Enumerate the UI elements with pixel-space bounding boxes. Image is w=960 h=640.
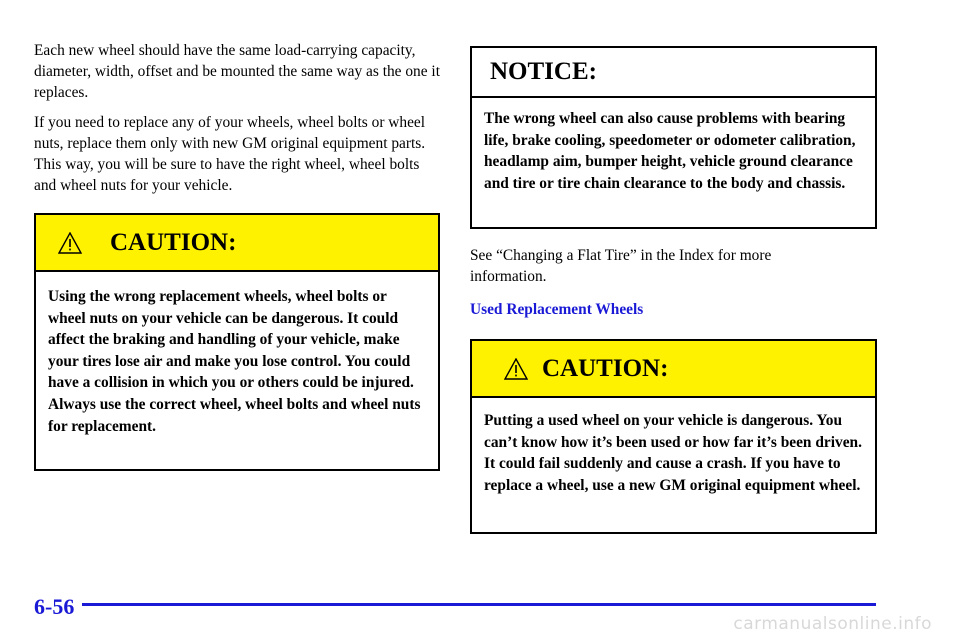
notice-header [472, 48, 875, 98]
notice-box [470, 46, 877, 229]
subheading-used-wheels: Used Replacement Wheels [470, 301, 644, 318]
caution-box-used-wheels [470, 339, 877, 534]
left-column [34, 40, 440, 471]
caution-header [36, 215, 438, 272]
warning-triangle-icon [504, 358, 528, 380]
right-column [470, 46, 877, 534]
paragraph-wheel-specs: Each new wheel should have the same load-carrying capacity, diameter, width, offset and be mounted the same way as the one it replaces. [34, 42, 440, 101]
warning-triangle-icon [58, 232, 82, 254]
watermark: carmanualsonline.info [733, 614, 932, 634]
caution-header-used [472, 341, 875, 398]
footer-rule [82, 603, 876, 606]
caution-title: CAUTION: [110, 228, 237, 256]
caution-box-wrong-wheels [34, 213, 440, 471]
caution-title-used: CAUTION: [542, 354, 669, 382]
caution-body: Using the wrong replacement wheels, wheel bolts or wheel nuts on your vehicle can be dangerous. It could affect the braking and handling of your vehicle, make your tires lose air and make you lose control. You could have a collision in which you or others could be injured. Always use the correct wheel, wheel bolts and wheel nuts for replacement. [48, 288, 421, 435]
paragraph-see-index: See “Changing a Flat Tire” in the Index for more information. [470, 247, 772, 285]
caution-body-used: Putting a used wheel on your vehicle is dangerous. You can’t know how it’s been used or how far it’s been driven. It could fail suddenly and cause a crash. If you have to replace a wheel, use a new GM original equipment wheel. [484, 412, 862, 494]
notice-body: The wrong wheel can also cause problems with bearing life, brake cooling, speedometer or odometer calibration, headlamp aim, bumper height, vehicle ground clearance and tire or tire chain clearance to the body and chassis. [484, 110, 856, 192]
page-number: 6-56 [34, 594, 75, 619]
notice-title: NOTICE: [490, 58, 597, 85]
paragraph-replace-parts: If you need to replace any of your wheels, wheel bolts or wheel nuts, replace them only with new GM original equipment parts. This way, you will be sure to have the right wheel, wheel bolts and wheel nuts for your vehicle. [34, 114, 426, 194]
